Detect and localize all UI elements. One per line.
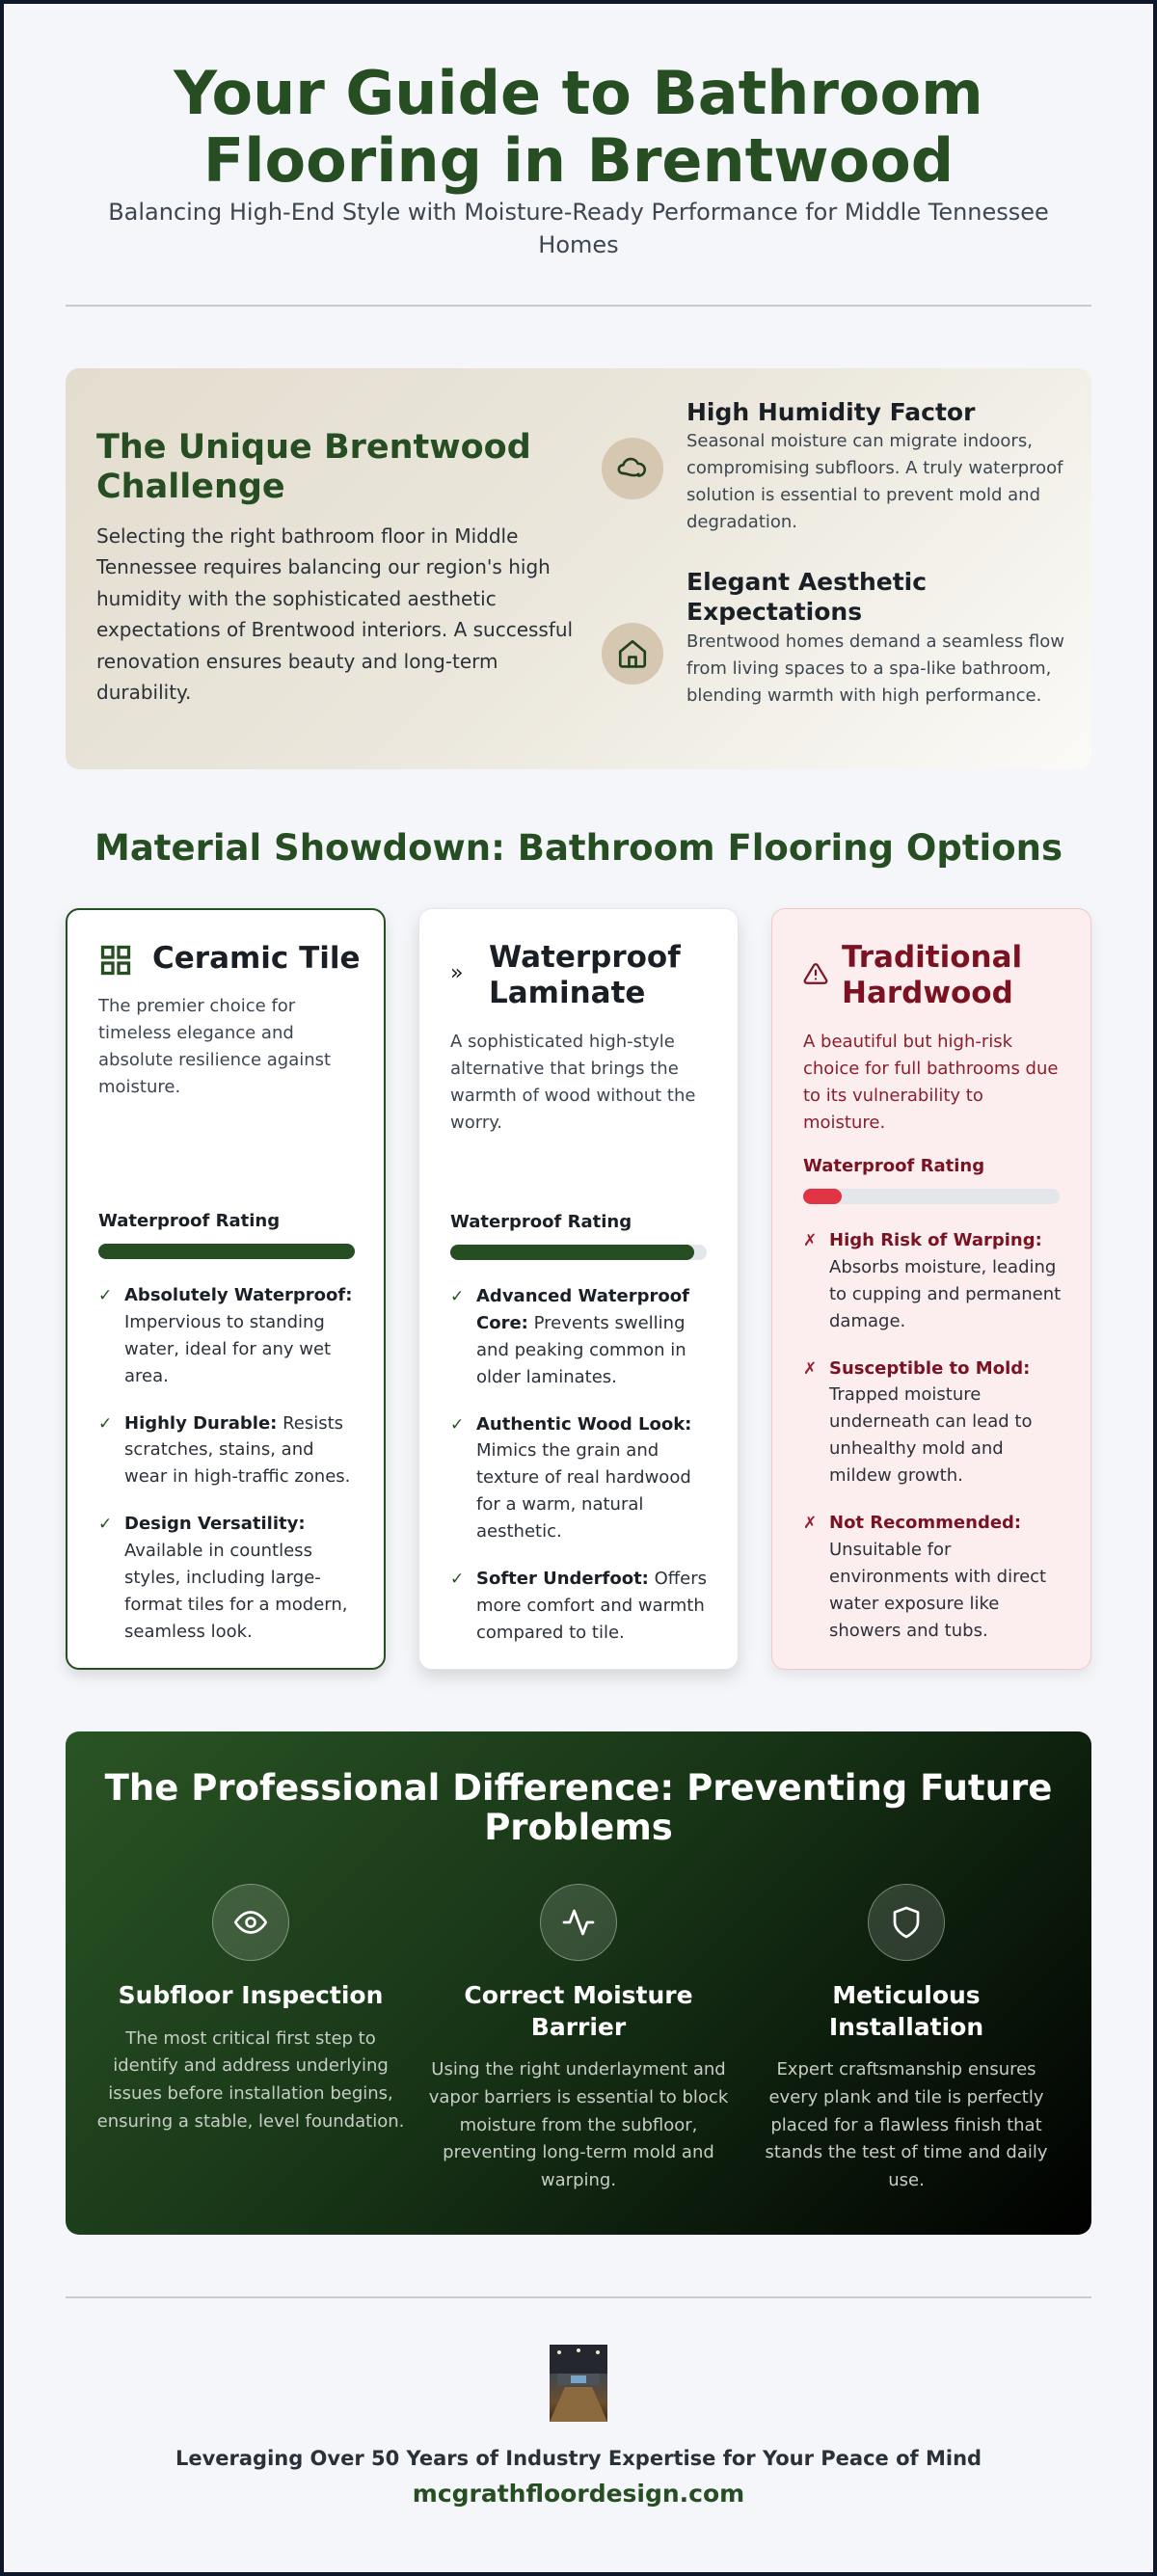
professional-section (66, 1731, 1091, 2235)
feature-text-aesthetic: Brentwood homes demand a seamless flow from living spaces to a spa-like bathroom, blending warmth with high performance. (686, 631, 1064, 706)
eye-icon (212, 1884, 289, 1961)
pro-item-text: Using the right underlayment and vapor barriers is essential to block moisture from the subfloor, preventing long-term mold and warping. (428, 2059, 729, 2191)
feature-title-aesthetic: Elegant Aesthetic Expectations (686, 568, 928, 626)
pros-list (450, 1283, 713, 1667)
cloud-icon (602, 438, 663, 499)
rating-label: Waterproof Rating (98, 1211, 281, 1231)
grid-icon (98, 943, 133, 981)
card-title: Ceramic Tile (152, 941, 361, 976)
cons-list (803, 1227, 1065, 1664)
card-waterproof-laminate (418, 908, 739, 1670)
pro-item-title: Subfloor Inspection (118, 1981, 384, 2009)
card-ceramic-tile (66, 908, 386, 1670)
card-title: Traditional Hardwood (842, 940, 1023, 1011)
header-divider (66, 305, 1091, 307)
challenge-section (66, 368, 1091, 769)
check-icon: ✓ (98, 1515, 113, 1535)
footer-website-link[interactable]: mcgrathfloordesign.com (412, 2480, 745, 2508)
list-item: ✗ High Risk of Warping: Absorbs moisture, leading to cupping and permanent damage. (803, 1230, 1062, 1331)
pro-item-title: Meticulous Installation (828, 1981, 984, 2041)
showdown-title: Material Showdown: Bathroom Flooring Options (94, 827, 1063, 869)
chevrons-right-icon: » (450, 961, 464, 985)
waterproof-rating-fill (450, 1245, 694, 1260)
footer-tagline: Leveraging Over 50 Years of Industry Expertise for Your Peace of Mind (175, 2447, 982, 2470)
card-description: A beautiful but high-risk choice for full bathrooms due to its vulnerability to moisture. (803, 1032, 1059, 1133)
check-icon: ✓ (450, 1414, 465, 1435)
check-icon: ✓ (98, 1413, 113, 1434)
professional-title: The Professional Difference: Preventing Future Problems (104, 1767, 1053, 1849)
feature-text-humidity: Seasonal moisture can migrate indoors, compromising subfloors. A truly waterproof solution is essential to prevent mold and degradation. (686, 431, 1063, 532)
warning-icon (803, 961, 828, 990)
home-icon (602, 623, 663, 684)
waterproof-rating-bar (98, 1244, 355, 1259)
pro-item-text: Expert craftsmanship ensures every plank and tile is perfectly placed for a flawless finish that stands the test of time and daily use. (765, 2059, 1048, 2191)
pro-item-moisture-barrier (424, 1884, 733, 2195)
x-icon: ✗ (803, 1231, 818, 1250)
list-item: ✓ Design Versatility: Available in countless styles, including large-format tiles for a modern, seamless look. (98, 1514, 348, 1642)
list-item: ✓ Highly Durable: Resists scratches, stains, and wear in high-traffic zones. (98, 1412, 351, 1488)
activity-icon (540, 1884, 617, 1961)
waterproof-rating-bar (803, 1189, 1060, 1204)
challenge-body: Selecting the right bathroom floor in Middle Tennessee requires balancing our region's high humidity with the sophisticated aesthetic expectations of Brentwood interiors. A successful renovation ensures beauty and long-term durability. (96, 524, 574, 704)
page-title-line-2: Flooring in Brentwood (202, 125, 955, 197)
shield-icon (868, 1884, 945, 1961)
rating-label: Waterproof Rating (450, 1212, 632, 1232)
list-item: ✗ Not Recommended: Unsuitable for environments with direct water exposure like showers and tubs. (803, 1513, 1047, 1641)
footer-divider (66, 2296, 1091, 2298)
card-title: Waterproof Laminate (489, 940, 681, 1011)
page-subtitle: Balancing High-End Style with Moisture-Ready Performance for Middle Tennessee Homes (108, 199, 1049, 258)
pro-item-title: Correct Moisture Barrier (464, 1981, 693, 2041)
pros-list (98, 1282, 361, 1666)
rating-label: Waterproof Rating (803, 1156, 985, 1176)
pro-item-subfloor (96, 1884, 405, 2136)
waterproof-rating-fill (98, 1244, 355, 1259)
feature-title-humidity: High Humidity Factor (686, 398, 976, 426)
list-item: ✗ Susceptible to Mold: Trapped moisture underneath can lead to unhealthy mold and mildew growth. (803, 1357, 1033, 1487)
x-icon: ✗ (803, 1358, 818, 1379)
list-item: ✓ Authentic Wood Look: Mimics the grain and texture of real hardwood for a warm, natural aesthetic. (450, 1413, 692, 1543)
list-item: ✓ Absolutely Waterproof: Impervious to standing water, ideal for any wet area. (98, 1285, 353, 1386)
card-description: The premier choice for timeless elegance and absolute resilience against moisture. (98, 996, 332, 1097)
x-icon: ✗ (803, 1514, 818, 1534)
list-item: ✓ Advanced Waterproof Core: Prevents swelling and peaking common in older laminates. (450, 1286, 689, 1387)
list-item: ✓ Softer Underfoot: Offers more comfort and warmth compared to tile. (450, 1569, 708, 1643)
card-traditional-hardwood (771, 908, 1091, 1670)
page-title (0, 60, 1157, 195)
challenge-title: The Unique Brentwood Challenge (96, 428, 531, 507)
check-icon: ✓ (450, 1287, 465, 1306)
check-icon: ✓ (98, 1286, 113, 1305)
card-description: A sophisticated high-style alternative that brings the warmth of wood without the worry. (450, 1032, 696, 1133)
waterproof-rating-bar (450, 1245, 707, 1260)
check-icon: ✓ (450, 1570, 465, 1590)
showroom-photo (550, 2345, 607, 2422)
waterproof-rating-fill (803, 1189, 842, 1204)
pro-item-installation (752, 1884, 1061, 2195)
pro-item-text: The most critical first step to identify and address underlying issues before installation begins, ensuring a stable, level foundation. (96, 2027, 405, 2132)
page-title-line-1: Your Guide to Bathroom (174, 58, 983, 128)
